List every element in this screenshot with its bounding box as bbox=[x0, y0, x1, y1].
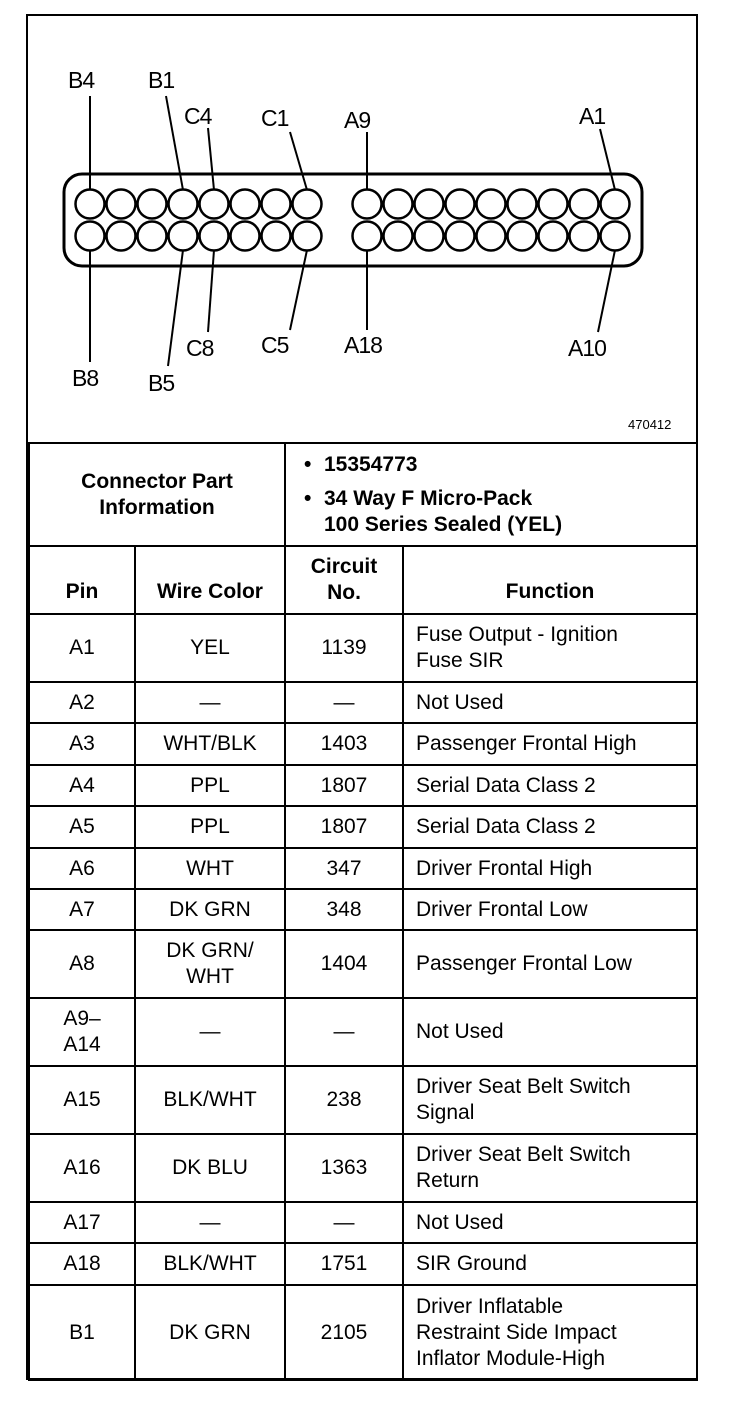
pin-cavity bbox=[231, 222, 260, 251]
label-b5: B5 bbox=[148, 370, 175, 396]
pin-cell bbox=[29, 1243, 135, 1285]
circuit-cell-text: 1139 bbox=[321, 636, 367, 659]
connector-info-label bbox=[29, 443, 285, 546]
pin-cavity bbox=[169, 222, 198, 251]
header-circuit-line2: No. bbox=[327, 581, 361, 604]
function-cell bbox=[403, 1243, 697, 1285]
label-b4: B4 bbox=[68, 67, 95, 93]
wire-color-cell bbox=[135, 889, 285, 930]
wire-color-cell bbox=[135, 682, 285, 723]
connector-sheet bbox=[26, 14, 698, 1380]
label-b1: B1 bbox=[148, 67, 175, 93]
function-cell bbox=[403, 723, 697, 765]
pin-cavity bbox=[107, 222, 136, 251]
wire-color-cell bbox=[135, 930, 285, 998]
wire-color-cell-text: PPL bbox=[190, 815, 230, 838]
table-row bbox=[29, 1243, 697, 1285]
circuit-cell bbox=[285, 614, 403, 682]
label-a9: A9 bbox=[344, 107, 371, 133]
wire-color-cell bbox=[135, 998, 285, 1066]
wire-color-cell bbox=[135, 614, 285, 682]
connector-info-row bbox=[29, 443, 697, 546]
pin-cavity bbox=[262, 222, 291, 251]
function-cell-text: Driver Seat Belt Switch bbox=[416, 1143, 631, 1166]
circuit-cell bbox=[285, 682, 403, 723]
table-header-row bbox=[29, 546, 697, 614]
table-row bbox=[29, 682, 697, 723]
wire-color-cell-text: WHT bbox=[186, 965, 234, 988]
wire-color-cell-text: — bbox=[199, 1020, 221, 1043]
wire-color-cell-text: BLK/WHT bbox=[163, 1088, 257, 1111]
function-cell bbox=[403, 889, 697, 930]
wire-color-cell-text: YEL bbox=[190, 636, 230, 659]
function-cell-text: Restraint Side Impact bbox=[416, 1320, 617, 1344]
function-cell bbox=[403, 998, 697, 1066]
table-row bbox=[29, 848, 697, 889]
pin-cavity bbox=[138, 222, 167, 251]
part-number: • 15354773 bbox=[324, 452, 696, 478]
circuit-cell-text: 2105 bbox=[320, 1320, 368, 1344]
pin-cavity bbox=[477, 222, 506, 251]
pin-cell-text: A2 bbox=[69, 690, 95, 714]
pin-cell bbox=[29, 930, 135, 998]
figure-number: 470412 bbox=[628, 417, 672, 432]
table-row bbox=[29, 723, 697, 765]
pin-cavity bbox=[446, 190, 475, 219]
circuit-cell-text: 348 bbox=[326, 897, 362, 921]
connector-diagram bbox=[28, 16, 696, 442]
header-circuit-no bbox=[285, 546, 403, 614]
pin-cavity bbox=[570, 222, 599, 251]
label-a18: A18 bbox=[344, 332, 382, 358]
header-function-text: Function bbox=[505, 580, 595, 603]
wire-color-cell-text: DK GRN bbox=[169, 897, 251, 921]
wire-color-cell-text: — bbox=[199, 690, 221, 714]
function-cell bbox=[403, 682, 697, 723]
pin-cell bbox=[29, 723, 135, 765]
circuit-cell bbox=[285, 889, 403, 930]
circuit-cell bbox=[285, 930, 403, 998]
pin-cell bbox=[29, 889, 135, 930]
wire-color-cell bbox=[135, 1134, 285, 1202]
wire-color-cell-text: DK BLU bbox=[172, 1156, 248, 1179]
connector-pins bbox=[64, 174, 642, 266]
circuit-cell-text: 1403 bbox=[320, 732, 368, 755]
pin-cell-text: A5 bbox=[69, 815, 95, 838]
function-cell bbox=[403, 765, 697, 806]
pin-cell bbox=[29, 1066, 135, 1134]
pin-cell bbox=[29, 614, 135, 682]
table-row bbox=[29, 1066, 697, 1134]
function-cell-text: Not Used bbox=[416, 1210, 504, 1234]
table-row bbox=[29, 1134, 697, 1202]
pin-cell bbox=[29, 682, 135, 723]
wire-color-cell-text: DK GRN bbox=[169, 1320, 251, 1344]
circuit-cell bbox=[285, 1243, 403, 1285]
function-cell-text: Driver Inflatable bbox=[416, 1294, 564, 1318]
wire-color-cell bbox=[135, 723, 285, 765]
pin-cavity bbox=[200, 190, 229, 219]
pin-cell-text: A18 bbox=[63, 1252, 101, 1275]
function-cell bbox=[403, 806, 697, 848]
pin-cavity bbox=[508, 222, 537, 251]
wire-color-cell bbox=[135, 1243, 285, 1285]
wire-color-cell bbox=[135, 848, 285, 889]
pin-cavity bbox=[107, 190, 136, 219]
pin-cavity bbox=[169, 190, 198, 219]
pin-cavity bbox=[446, 222, 475, 251]
pin-cell-text: B1 bbox=[69, 1320, 95, 1344]
connector-face-drawing bbox=[28, 16, 696, 442]
pin-cavity bbox=[570, 190, 599, 219]
pin-cavity bbox=[231, 190, 260, 219]
function-cell bbox=[403, 1134, 697, 1202]
circuit-cell bbox=[285, 765, 403, 806]
function-cell bbox=[403, 848, 697, 889]
pin-cavity bbox=[415, 222, 444, 251]
function-cell bbox=[403, 614, 697, 682]
connector-info-details bbox=[285, 443, 697, 546]
function-cell-text: Return bbox=[416, 1169, 480, 1192]
wire-color-cell-text: WHT bbox=[186, 856, 234, 880]
label-a10: A10 bbox=[568, 335, 606, 361]
connector-pin-table bbox=[28, 442, 698, 1381]
circuit-cell bbox=[285, 1066, 403, 1134]
pin-cavity bbox=[384, 190, 413, 219]
pin-cell bbox=[29, 1285, 135, 1380]
function-cell-text: Driver Frontal Low bbox=[416, 897, 588, 921]
pin-cell bbox=[29, 806, 135, 848]
pin-cell-text: A3 bbox=[69, 732, 95, 755]
circuit-cell bbox=[285, 1134, 403, 1202]
circuit-cell-text: 347 bbox=[326, 856, 362, 880]
table-row bbox=[29, 806, 697, 848]
function-cell-text: Serial Data Class 2 bbox=[416, 815, 596, 838]
circuit-cell-text: — bbox=[333, 690, 355, 714]
circuit-cell-text: — bbox=[333, 1020, 355, 1043]
pin-cell bbox=[29, 848, 135, 889]
label-c1: C1 bbox=[261, 105, 289, 131]
function-cell-text: Not Used bbox=[416, 690, 504, 714]
circuit-cell-text: 1751 bbox=[320, 1252, 368, 1275]
connector-description-line1: • 34 Way F Micro-Pack bbox=[324, 486, 696, 512]
info-label-line1: Connector Part bbox=[81, 469, 233, 493]
pin-cavity bbox=[601, 222, 630, 251]
pin-cavity bbox=[76, 190, 105, 219]
circuit-cell bbox=[285, 998, 403, 1066]
pin-cavity bbox=[353, 222, 382, 251]
circuit-cell bbox=[285, 1202, 403, 1243]
info-label-line2: Information bbox=[99, 495, 215, 519]
pin-cell bbox=[29, 1202, 135, 1243]
wire-color-cell-text: WHT/BLK bbox=[163, 732, 257, 755]
function-cell-text: Not Used bbox=[416, 1020, 504, 1043]
pin-cell-text: A7 bbox=[69, 897, 95, 921]
pin-cell-text: A4 bbox=[69, 773, 95, 797]
circuit-cell bbox=[285, 1285, 403, 1380]
table-row bbox=[29, 930, 697, 998]
header-circuit-line1: Circuit bbox=[310, 555, 378, 578]
circuit-cell-text: 238 bbox=[326, 1088, 362, 1111]
label-c5: C5 bbox=[261, 332, 289, 358]
pin-cavity bbox=[353, 190, 382, 219]
pin-cavity bbox=[415, 190, 444, 219]
header-function bbox=[403, 546, 697, 614]
pin-cavity bbox=[76, 222, 105, 251]
circuit-cell bbox=[285, 806, 403, 848]
pin-cavity bbox=[384, 222, 413, 251]
function-cell-text: Signal bbox=[416, 1101, 475, 1124]
pin-cell-text: A16 bbox=[63, 1156, 101, 1179]
pin-cell-text: A17 bbox=[63, 1210, 101, 1234]
function-cell-text: SIR Ground bbox=[416, 1252, 527, 1275]
label-a1: A1 bbox=[579, 103, 606, 129]
pin-cell-text: A8 bbox=[69, 952, 95, 975]
pin-cavity bbox=[138, 190, 167, 219]
circuit-cell-text: 1807 bbox=[320, 773, 368, 797]
circuit-cell-text: 1363 bbox=[320, 1156, 368, 1179]
header-pin bbox=[29, 546, 135, 614]
function-cell-text: Passenger Frontal Low bbox=[416, 952, 632, 975]
function-cell bbox=[403, 1202, 697, 1243]
wire-color-cell-text: DK GRN/ bbox=[166, 939, 254, 962]
table-row bbox=[29, 998, 697, 1066]
pin-cavity bbox=[477, 190, 506, 219]
function-cell-text: Passenger Frontal High bbox=[416, 732, 637, 755]
function-cell bbox=[403, 1285, 697, 1380]
function-cell bbox=[403, 1066, 697, 1134]
function-cell-text: Inflator Module-High bbox=[416, 1346, 606, 1370]
function-cell bbox=[403, 930, 697, 998]
wire-color-cell-text: PPL bbox=[190, 773, 230, 797]
circuit-cell-text: 1807 bbox=[320, 815, 368, 838]
pin-cavity bbox=[262, 190, 291, 219]
table-row bbox=[29, 765, 697, 806]
header-wire-color bbox=[135, 546, 285, 614]
circuit-cell-text: 1404 bbox=[320, 952, 368, 975]
pin-cell bbox=[29, 1134, 135, 1202]
wire-color-cell-text: BLK/WHT bbox=[163, 1252, 257, 1275]
table-row bbox=[29, 1285, 697, 1380]
wire-color-cell bbox=[135, 1285, 285, 1380]
pin-cell-text: A6 bbox=[69, 856, 95, 880]
pin-cavity bbox=[200, 222, 229, 251]
pin-cavity bbox=[293, 222, 322, 251]
pin-cavity bbox=[539, 190, 568, 219]
function-cell-text: Serial Data Class 2 bbox=[416, 773, 596, 797]
pin-cell-text: A9– bbox=[63, 1007, 101, 1030]
function-cell-text: Fuse Output - Ignition bbox=[416, 623, 618, 646]
connector-description-line2: 100 Series Sealed (YEL) bbox=[324, 512, 563, 536]
table-row bbox=[29, 889, 697, 930]
connector-housing bbox=[64, 174, 642, 266]
wire-color-cell bbox=[135, 1202, 285, 1243]
pin-cell-text: A1 bbox=[69, 636, 95, 659]
pin-cavity bbox=[293, 190, 322, 219]
pin-cavity bbox=[539, 222, 568, 251]
circuit-cell-text: — bbox=[333, 1210, 355, 1234]
label-c8: C8 bbox=[186, 335, 214, 361]
wire-color-cell bbox=[135, 765, 285, 806]
circuit-cell bbox=[285, 723, 403, 765]
header-wire-color-text: Wire Color bbox=[157, 580, 263, 603]
header-pin-text: Pin bbox=[65, 580, 99, 603]
label-b8: B8 bbox=[72, 365, 99, 391]
wire-color-cell bbox=[135, 1066, 285, 1134]
pin-cell bbox=[29, 765, 135, 806]
wire-color-cell bbox=[135, 806, 285, 848]
function-cell-text: Driver Seat Belt Switch bbox=[416, 1075, 631, 1098]
function-cell-text: Driver Frontal High bbox=[416, 856, 593, 880]
label-c4: C4 bbox=[184, 103, 212, 129]
function-cell-text: Fuse SIR bbox=[416, 649, 504, 672]
table-row bbox=[29, 614, 697, 682]
pin-cell bbox=[29, 998, 135, 1066]
pin-cavity bbox=[601, 190, 630, 219]
circuit-cell bbox=[285, 848, 403, 889]
pin-cavity bbox=[508, 190, 537, 219]
pin-cell-text: A15 bbox=[63, 1088, 101, 1111]
pin-cell-text: A14 bbox=[63, 1033, 101, 1056]
wire-color-cell-text: — bbox=[199, 1210, 221, 1234]
table-row bbox=[29, 1202, 697, 1243]
